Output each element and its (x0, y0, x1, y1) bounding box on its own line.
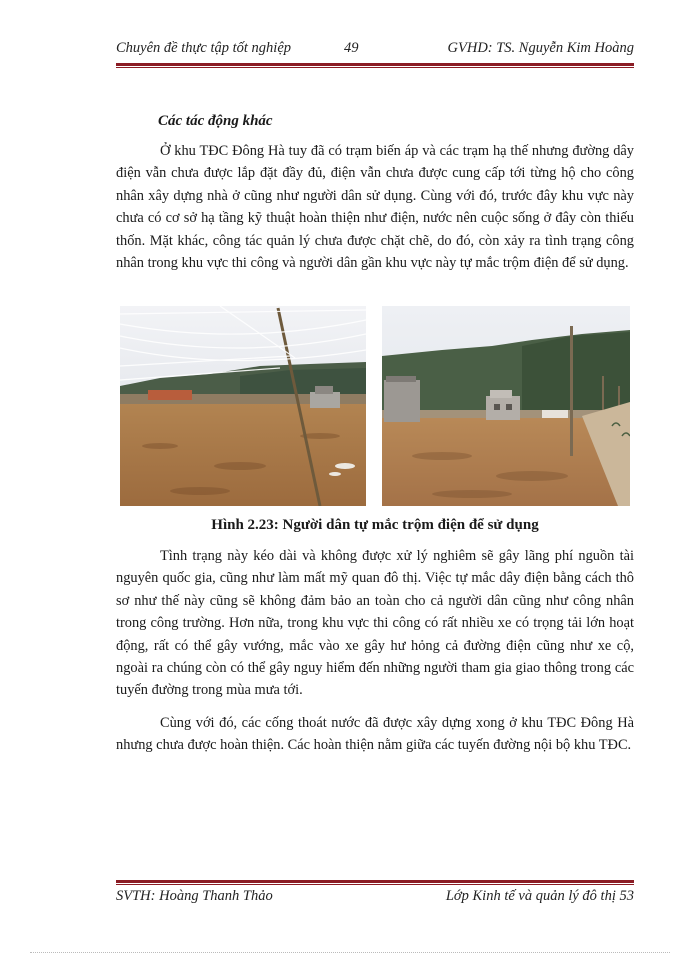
footer-class: Lớp Kinh tế và quản lý đô thị 53 (445, 888, 634, 904)
header-supervisor: GVHD: TS. Nguyễn Kim Hoàng (447, 40, 634, 56)
section-heading: Các tác động khác (158, 113, 273, 129)
paragraph-2: Tình trạng này kéo dài và không được xử lý nghiêm sẽ gây lãng phí nguồn tài nguyên quốc gia, cũng như làm mất mỹ quan đô thị. Việc tự mắc dây điện bằng cách thô sơ như thế này cũng sẽ không đảm bảo an toàn cho cả người dân cũng như công nhân trong công trường. Hơn nữa, trong khu vực thi công có rất nhiều xe có trọng tải lớn hoạt động, rất có thể gây vướng, mắc vào xe gây hư hỏng cả đường điện cũng như xe cộ, ngoài ra chúng còn có thể gây nguy hiểm đến những người tham gia giao thông trong các tuyến đường trong mùa mưa tới. (116, 548, 634, 699)
page-bottom-border (30, 952, 670, 953)
figure-photo-left (120, 306, 366, 506)
paragraph-3: Cùng với đó, các cống thoát nước đã được xây dựng xong ở khu TĐC Đông Hà nhưng chưa được hoàn thiện. Các hoàn thiện nằm giữa các tuyến đường nội bộ khu TĐC. (116, 715, 634, 754)
header-title: Chuyên đề thực tập tốt nghiệp (116, 40, 292, 56)
field-with-wires-photo (120, 306, 366, 506)
page-header (116, 40, 634, 60)
page-number: 49 (344, 40, 359, 56)
field-with-houses-photo (382, 306, 630, 506)
paragraph-1: Ở khu TĐC Đông Hà tuy đã có trạm biến áp và các trạm hạ thế nhưng đường dây điện vẫn chưa được lắp đặt đầy đủ, điện vẫn chưa được cung cấp tới từng hộ cho công nhân xây dựng nhà ở cũng như người dân sử dụng. Cùng với đó, trước đây khu vực này chưa có cơ sở hạ tầng kỹ thuật hoàn thiện như điện, nước nên cuộc sống ở đây còn thiếu thốn. Mặt khác, công tác quản lý chưa được chặt chẽ, do đó, còn xảy ra tình trạng công nhân trong khu vực thi công và người dân gần khu vực này tự mắc trộm điện để sử dụng. (116, 143, 634, 272)
header-rule (116, 63, 634, 66)
figure-photo-right (382, 306, 630, 506)
page-footer (116, 888, 634, 908)
header-rule-thin (116, 67, 634, 68)
figure-caption: Hình 2.23: Người dân tự mắc trộm điện để sử dụng (211, 517, 539, 533)
footer-rule-thin (116, 884, 634, 885)
footer-student: SVTH: Hoàng Thanh Thảo (116, 888, 273, 904)
footer-rule (116, 880, 634, 883)
